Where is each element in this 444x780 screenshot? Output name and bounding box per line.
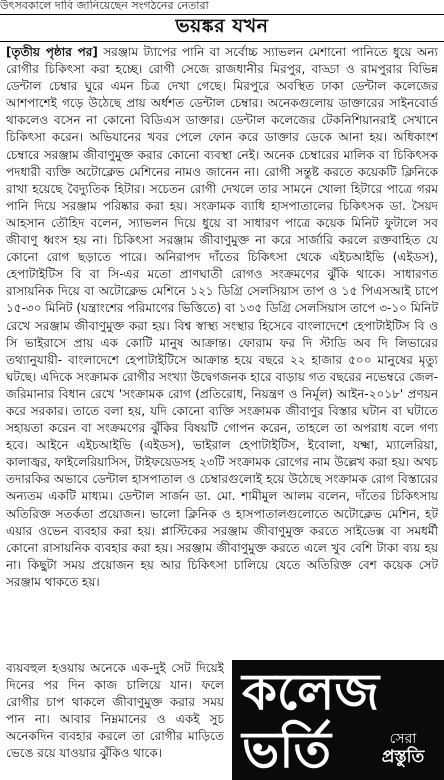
- article-text: সরঞ্জাম ট্যাপের পানি বা সর্বোচ্চ স্যাভলন মেশানো পানিতে ধুয়ে অন্য রোগীর চিকিৎসা করা হচ্ছে। রোগী সেজে রাজধানীর মিরপুর, বাড্ডা ও রামপুরার বিভিন্ন ডেন্টাল চেম্বার ঘুরে এমন চিত্র দেখা গেছে। মিরপুরে অবস্থিত ঢাকা ডেন্টাল কলেজের আশপাশেই গড়ে উঠেছে প্রায় অর্ধশত ডেন্টাল চেম্বার। অনেকগুলোয় ডাক্তারের সাইনবোর্ড থাকলেও বসেন না কোনো বিডিএস ডাক্তার। ডেন্টাল কলেজের টেকনিশিয়ানরাই সেখানে চিকিৎসা করেন। অভিযানের খবর পেলে ফোন করে ডাক্তার ডেকে আনা হয়। অধিকাংশ চেম্বারে সরঞ্জাম জীবাণুমুক্ত করার কোনো ব্যবস্থা নেই। অনেক চেম্বারের মালিক বা চিকিৎসক পদধারী ব্যক্তি অটোক্লেভ মেশিনের নামও জানেন না। রোগী সন্তুষ্ট করতে কয়েকটি ক্লিনিকে রাখা হয়েছে বৈদ্যুতিক হিটার। সচেতন রোগী দেখলে তার সামনে খোলা হিটারে পাত্রে গরম পানি দিয়ে সরঞ্জাম পরিষ্কার করা হয়। সংক্রামক ব্যাধি হাসপাতালের চিকিৎসক ডা. সৈয়দ আহসান তৌহিদ বলেন, স্যাভলন দিয়ে ধুয়ে বা সাধারণ পাত্রে কয়েক মিনিট ফুটালে সব জীবাণু ধ্বংস হয় না। চিকিৎসা সরঞ্জাম জীবাণুমুক্ত না করে সার্জারি করলে রক্তবাহিত যে কোনো রোগ ছড়াতে পারে। অনিরাপদ দাঁতের চিকিৎসা থেকে এইচআইভি (এইডস), হেপাটাইটিস বি বা সি-এর মতো প্রাণঘাতী রোগও সংক্রমণের ঝুঁকি থাকে। সাধারণত রাসায়নিক দিয়ে বা অটোক্লেভ মেশিনে ১২১ ডিগ্রি সেলসিয়াস তাপ ও ১৫ পিএসআই চাপে ১৫-৩০ মিনিট (যন্ত্রাংশের পরিমাণের ভিত্তিতে) বা ১৩৫ ডিগ্রি সেলসিয়াস তাপে ৩-১০ মিনিট রেখে সরঞ্জাম জীবাণুমুক্ত করা হয়। বিশ্ব স্বাস্থ্য সংস্থার হিসেবে বাংলাদেশে হেপাটাইটিস বি ও সি ভাইরাসে প্রায় এক কোটি মানুষ আক্রান্ত। ফোরাম ফর দি স্টাডি অব দি লিভারের তথ্যানুযায়ী- বাংলাদেশে হেপাটাইটিসে আক্রান্ত হয়ে বছরে ২২ হাজার ৫০০ মানুষের মৃত্যু ঘটছে। এদিকে সংক্রামক রোগীর সংখ্যা উদ্বেগজনক হারে বাড়ায় গত বছরের নভেম্বরে জেল-জরিমানার বিধান রেখে 'সংক্রামক রোগ (প্রতিরোধ, নিয়ন্ত্রণ ও নির্মূল) আইন-২০১৮' প্রণয়ন করে সরকার। তাতে বলা হয়, যদি কোনো ব্যক্তি সংক্রামক জীবাণুর বিস্তার ঘটান বা ঘটাতে সহায়তা করেন বা সংক্রমণের ঝুঁকির বিষয়টি গোপন করেন, তাহলে তা অপরাধ বলে গণ্য হবে। আইনে এইচআইভি (এইডস), ভাইরাল হেপাটাইটিস, ইবোলা, যক্ষ্মা, ম্যালেরিয়া, কালাজ্বর, ফাইলেরিয়াসিস, টাইফয়েডসহ ২৩টি সংক্রামক রোগের নাম উল্লেখ করা হয়। অথচ তদারকির অভাবে ডেন্টাল হাসপাতাল ও চেম্বারগুলোই হয়ে উঠেছে সংক্রামক রোগ বিস্তারের অন্যতম একটি মাধ্যম। ডেন্টাল সার্জন ডা. মো. শামীমুল আলম বলেন, দাঁতের চিকিৎসায় অতিরিক্ত সতর্কতা প্রয়োজন। ভালো ক্লিনিক ও হাসপাতালগুলোতে অটোক্লেভ মেশিন, হট এয়ার ওভেন ব্যবহার করা হয়। প্লাস্টিকের সরঞ্জাম জীবাণুমুক্ত করতে সাইডেক্স বা সমধর্মী কোনো রাসায়নিক ব্যবহার করা হয়। সরঞ্জাম জীবাণুমুক্ত করতে এলে খুব বেশি টাকা ব্যয় হয় না। কিছুটা সময় প্রয়োজন হয় আর চিকিৎসা চালিয়ে যেতে অতিরিক্ত বেশ কয়েক সেট সরঞ্জাম থাকতে হয়।: [6, 45, 438, 589]
- ad-tagline-1: সেরা: [389, 731, 417, 747]
- advertisement-box: [232, 660, 444, 780]
- clipped-previous-text: উৎসবকালে দাবি জানিয়েছেন সংগঠনের নেতারা: [0, 0, 209, 12]
- ad-headline-2: ভর্তি: [242, 721, 332, 779]
- ad-tagline: [370, 730, 436, 766]
- headline: ভয়ঙ্কর যখন: [175, 15, 269, 37]
- article-continuation: ব্যয়বহুল হওয়ায় অনেকে এক-দুই সেট দিয়েই দিনের পর দিন কাজ চালিয়ে যান। ফলে রোগীর চাপ থাকলে জীবাণুমুক্ত করার সময় পান না। আবার নিম্নমানের ও একই সুচ অনেকদিন ব্যবহার করলে তা রোগীর মাড়িতে ভেঙে রয়ে যাওয়ার ঝুঁকিও থাকে।: [6, 661, 224, 761]
- headline-bar: [0, 14, 444, 42]
- ad-headline-1: কলেজ: [242, 663, 380, 721]
- ad-tagline-2: প্রস্তুতি: [381, 747, 425, 767]
- continued-from-label: [তৃতীয় পৃষ্ঠার পর]: [6, 45, 98, 59]
- article-body: [6, 44, 438, 658]
